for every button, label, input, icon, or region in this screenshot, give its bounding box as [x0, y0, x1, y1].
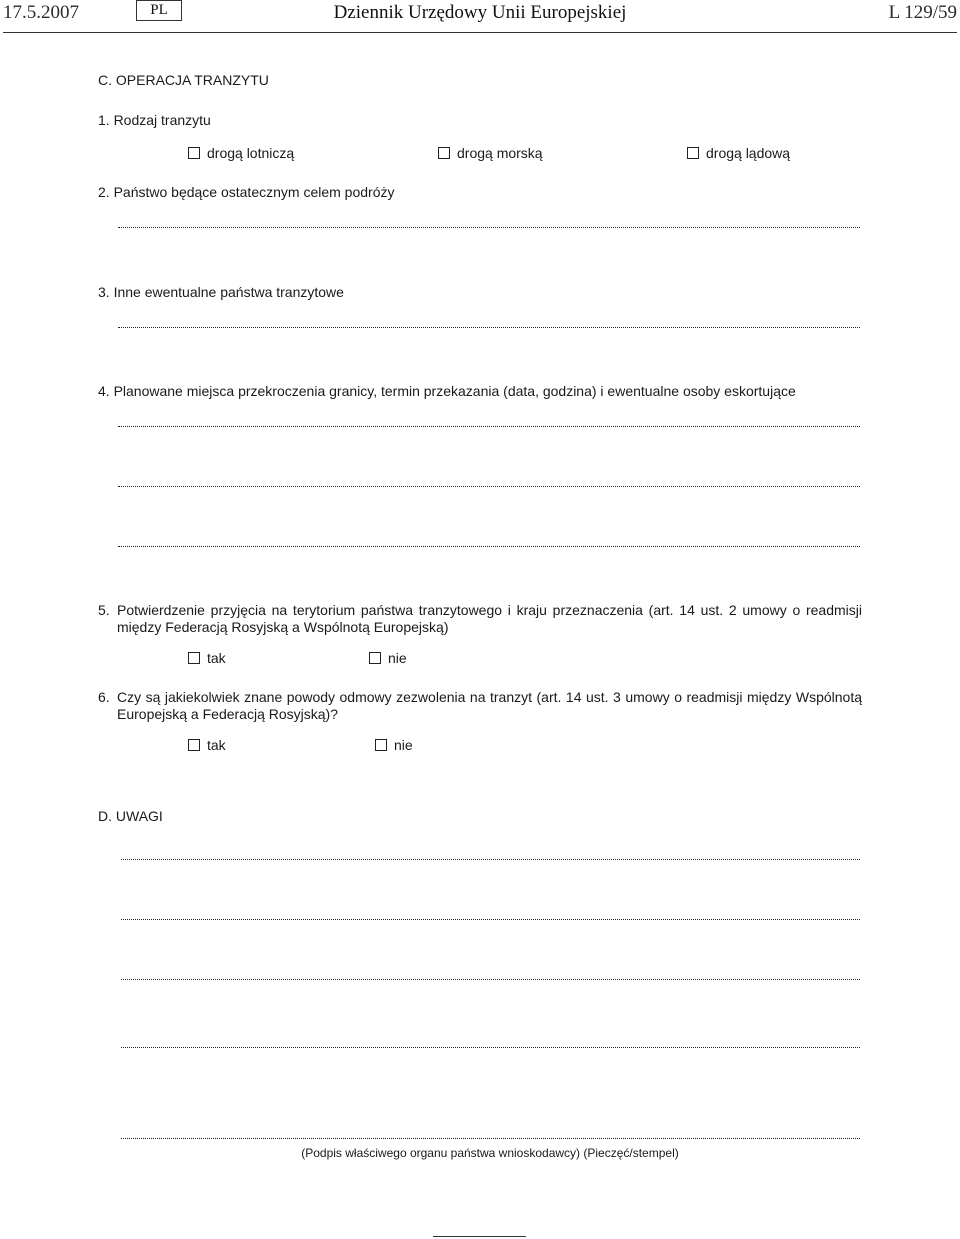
transit-land-option[interactable]	[687, 145, 790, 162]
option-label: nie	[394, 737, 413, 753]
publication-date: 17.5.2007	[3, 2, 79, 23]
signature-caption: (Podpis właściwego organu państwa wnioskodawcy) (Pieczęć/stempel)	[301, 1146, 679, 1160]
remarks-line-3[interactable]	[121, 978, 860, 980]
section-c-title: C. OPERACJA TRANZYTU	[98, 72, 269, 88]
transit-sea-option[interactable]	[438, 145, 543, 162]
answer-line-q4-2[interactable]	[118, 485, 860, 487]
page-reference: L 129/59	[888, 2, 957, 23]
option-label: tak	[207, 737, 226, 753]
checkbox-icon[interactable]	[687, 147, 699, 159]
checkbox-icon[interactable]	[188, 147, 200, 159]
q6-no-option[interactable]	[375, 737, 413, 754]
remarks-line-2[interactable]	[121, 918, 860, 920]
question-4-label: 4. Planowane miejsca przekroczenia granicy, termin przekazania (data, godzina) i ewentualne osoby eskortujące	[98, 383, 796, 399]
remarks-line-1[interactable]	[121, 858, 860, 860]
option-label: tak	[207, 650, 226, 666]
question-6-number: 6.	[98, 689, 110, 705]
q5-no-option[interactable]	[369, 650, 407, 667]
option-label: nie	[388, 650, 407, 666]
answer-line-q4-1[interactable]	[118, 425, 860, 427]
journal-title: Dziennik Urzędowy Unii Europejskiej	[333, 2, 627, 23]
answer-line-q2[interactable]	[118, 226, 860, 228]
checkbox-icon[interactable]	[188, 652, 200, 664]
question-6-text: Czy są jakiekolwiek znane powody odmowy zezwolenia na tranzyt (art. 14 ust. 3 umowy o readmisji między Wspólnotą Europejską a Federacją Rosyjską)?	[117, 689, 862, 722]
remarks-line-4[interactable]	[121, 1046, 860, 1048]
checkbox-icon[interactable]	[438, 147, 450, 159]
option-label: drogą lądową	[706, 145, 791, 161]
question-3-label: 3. Inne ewentualne państwa tranzytowe	[98, 284, 344, 300]
language-badge: PL	[136, 0, 182, 21]
question-5-text: Potwierdzenie przyjęcia na terytorium państwa tranzytowego i kraju przeznaczenia (art. 14 ust. 2 umowy o readmisji między Federacją Rosyjską a Wspólnotą Europejską)	[117, 602, 862, 635]
transit-air-option[interactable]	[188, 145, 294, 162]
answer-line-q3[interactable]	[118, 326, 860, 328]
question-2-label: 2. Państwo będące ostatecznym celem podróży	[98, 184, 395, 200]
q5-yes-option[interactable]	[188, 650, 226, 667]
section-d-title: D. UWAGI	[98, 808, 163, 824]
header-divider	[3, 32, 957, 33]
question-1-label: 1. Rodzaj tranzytu	[98, 112, 211, 128]
checkbox-icon[interactable]	[188, 739, 200, 751]
answer-line-q4-3[interactable]	[118, 545, 860, 547]
checkbox-icon[interactable]	[375, 739, 387, 751]
option-label: drogą lotniczą	[207, 145, 295, 161]
q6-yes-option[interactable]	[188, 737, 226, 754]
checkbox-icon[interactable]	[369, 652, 381, 664]
signature-line[interactable]	[121, 1137, 860, 1139]
option-label: drogą morską	[457, 145, 543, 161]
footer-divider	[433, 1236, 526, 1237]
question-5-number: 5.	[98, 602, 110, 618]
